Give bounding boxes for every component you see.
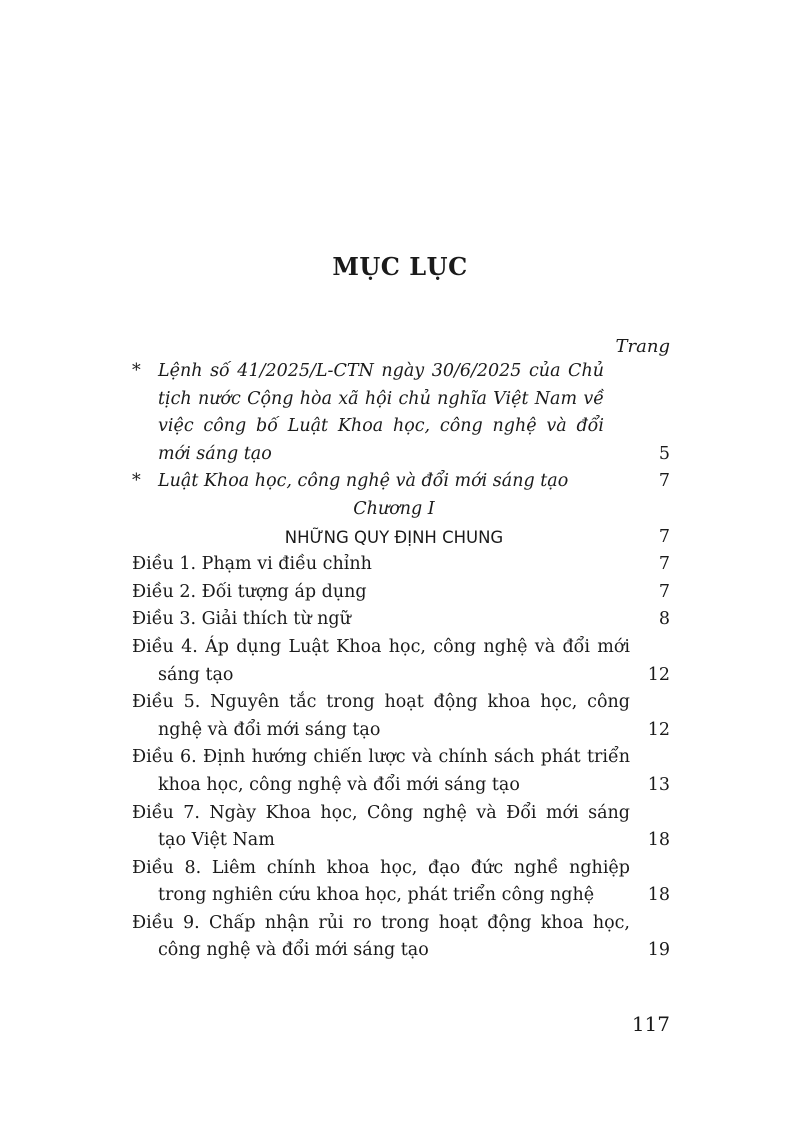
toc-entry-page: 12 <box>647 719 670 740</box>
toc-entry-page: 19 <box>647 940 670 961</box>
toc-entry-page: 7 <box>658 526 670 547</box>
bullet-asterisk: * <box>132 471 141 492</box>
article-title: Điều 5. Nguyên tắc trong hoạt động khoa học, công <box>132 692 630 713</box>
chapter-title: NHỮNG QUY ĐỊNH CHUNG <box>284 527 504 547</box>
article-title-continued: nghệ và đổi mới sáng tạo <box>158 719 381 740</box>
toc-entry-article-7[interactable] <box>132 800 670 855</box>
toc-entry-page: 12 <box>647 664 670 685</box>
page-number: 117 <box>631 1012 670 1036</box>
article-title: Điều 4. Áp dụng Luật Khoa học, công nghệ và đổi mới <box>132 636 630 657</box>
article-title: Điều 9. Chấp nhận rủi ro trong hoạt động khoa học, <box>132 912 630 933</box>
toc-entry-page: 18 <box>647 885 670 906</box>
bullet-asterisk: * <box>132 361 141 381</box>
page-title: MỤC LỤC <box>332 252 468 281</box>
toc-entry-article-9[interactable] <box>132 910 670 965</box>
article-title-continued: công nghệ và đổi mới sáng tạo <box>158 940 429 961</box>
toc-entry-order[interactable] <box>132 358 670 468</box>
article-title: Điều 2. Đối tượng áp dụng <box>132 581 367 602</box>
toc-entry-article-4[interactable] <box>132 634 670 689</box>
article-title-continued: tạo Việt Nam <box>158 830 275 851</box>
toc-entry-article-6[interactable] <box>132 744 670 799</box>
toc-entry-page: 13 <box>647 774 670 795</box>
article-title-continued: sáng tạo <box>158 664 234 685</box>
toc-entry-article-2[interactable] <box>132 579 670 607</box>
toc-entry-article-8[interactable] <box>132 855 670 910</box>
toc-entry-page: 7 <box>658 471 670 492</box>
toc-entry-text: Lệnh số 41/2025/L-CTN ngày 30/6/2025 của Chủ tịch nước Cộng hòa xã hội chủ nghĩa Việt Nam về việc công bố Luật Khoa học, công nghệ và đổi mới sáng tạo <box>158 361 604 464</box>
toc-entry-page: 7 <box>658 581 670 602</box>
toc-entry-chapter[interactable] <box>132 524 670 552</box>
page-column-label: Trang <box>615 336 670 357</box>
toc-entry-article-1[interactable] <box>132 551 670 579</box>
article-title: Điều 8. Liêm chính khoa học, đạo đức nghề nghiệp <box>132 857 630 878</box>
toc-entry-page: 8 <box>658 609 670 630</box>
toc-entry-article-5[interactable] <box>132 689 670 744</box>
article-title: Điều 6. Định hướng chiến lược và chính sách phát triển <box>132 747 630 768</box>
toc-entry-law[interactable] <box>132 468 670 496</box>
toc-entry-page: 18 <box>647 830 670 851</box>
article-title-continued: trong nghiên cứu khoa học, phát triển công nghệ <box>158 885 595 906</box>
article-title: Điều 3. Giải thích từ ngữ <box>132 609 351 630</box>
toc-entry-page: 5 <box>658 443 670 464</box>
article-title: Điều 7. Ngày Khoa học, Công nghệ và Đổi mới sáng <box>132 802 630 823</box>
article-title-continued: khoa học, công nghệ và đổi mới sáng tạo <box>158 774 520 795</box>
chapter-number: Chương I <box>353 498 435 519</box>
toc-entry-text: Luật Khoa học, công nghệ và đổi mới sáng tạo <box>158 471 569 492</box>
toc-entry-page: 7 <box>658 554 670 575</box>
table-of-contents <box>132 358 670 965</box>
article-title: Điều 1. Phạm vi điều chỉnh <box>132 554 372 575</box>
toc-entry-article-3[interactable] <box>132 606 670 634</box>
